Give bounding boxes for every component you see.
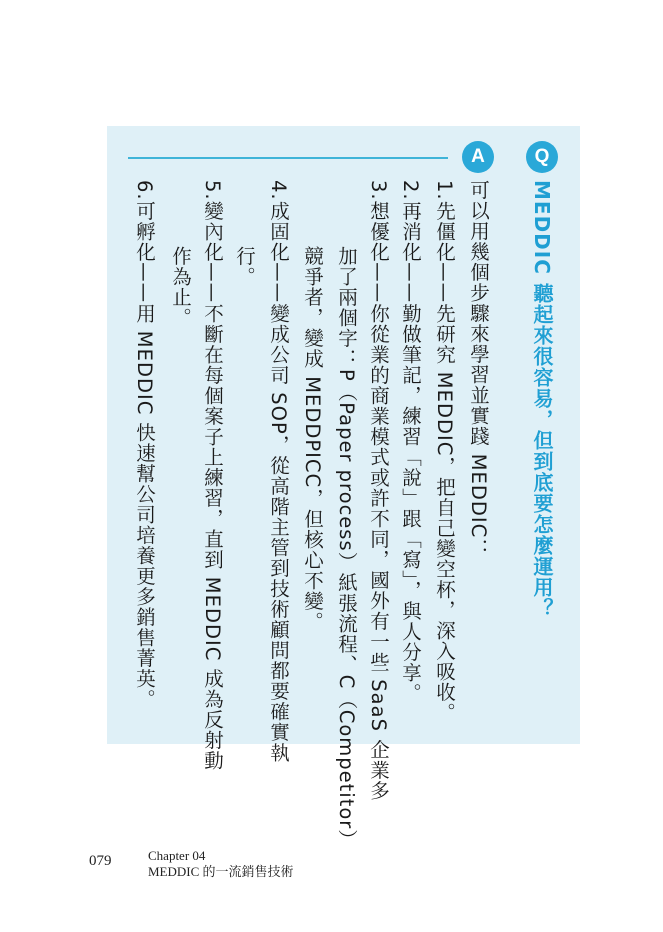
answer-step-3-cont: 競爭者，變成 MEDDPICC，但核心不變。: [301, 246, 324, 632]
answer-step-3-cont: 加了兩個字：P（Paper process）紙張流程、C（Competitor）: [335, 246, 358, 850]
question-text: MEDDIC 聽起來很容易，但到底要怎麼運用？: [530, 180, 554, 619]
answer-step-6: 6.可孵化——用 MEDDIC 快速幫公司培養更多銷售菁英。: [133, 180, 156, 710]
chapter-label: Chapter 04: [148, 848, 206, 863]
answer-badge: A: [462, 141, 494, 173]
chapter-footer: [148, 848, 294, 880]
answer-step-5: 5.變內化——不斷在每個案子上練習，直到 MEDDIC 成為反射動: [201, 180, 224, 772]
page-number: 079: [89, 853, 112, 869]
answer-step-3: 3.想優化——你從業的商業模式或許不同，國外有一些 SaaS 企業多: [367, 180, 390, 801]
question-badge: Q: [526, 141, 558, 173]
answer-intro: 可以用幾個步驟來學習並實踐 MEDDIC：: [467, 180, 490, 559]
answer-step-5-cont: 作為止。: [169, 246, 192, 328]
answer-step-2: 2.再消化——勤做筆記，練習「說」跟「寫」，與人分享。: [399, 180, 422, 704]
answer-step-4: 4.成固化——變成公司 SOP，從高階主管到技術顧問都要確實執: [267, 180, 290, 763]
divider-line: [128, 157, 448, 159]
chapter-title: MEDDIC 的一流銷售技術: [148, 864, 294, 879]
answer-step-1: 1.先僵化——先研究 MEDDIC，把自己變空杯，深入吸收。: [433, 180, 456, 723]
answer-step-4-cont: 行。: [233, 246, 256, 287]
